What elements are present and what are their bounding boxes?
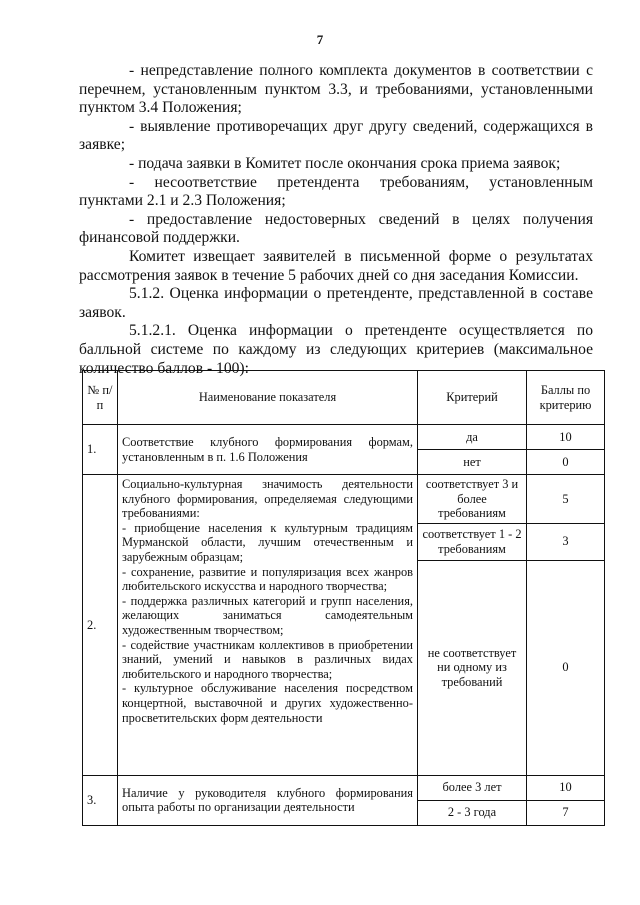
requirement-item: - содействие участникам коллективов в приобретении знаний, умений и навыков в различных видах любительского и народного творчества;: [122, 637, 413, 681]
paragraph-reason-3: - подача заявки в Комитет после окончания срока приема заявок;: [129, 154, 561, 172]
paragraph-reason-1: - непредставление полного комплекта документов в соответствии с перечнем, установленным пунктом 3.3, и требованиями, установленными пунктом 3.4 Положения;: [79, 62, 593, 117]
row-1-criterion-2: нет: [418, 450, 527, 475]
table-row: [83, 775, 605, 800]
paragraph-section-5-1-2: 5.1.2. Оценка информации о претенденте, представленной в составе заявок.: [79, 285, 593, 321]
row-2-name-cell: [118, 475, 418, 776]
paragraph-reason-5: - предоставление недостоверных сведений в целях получения финансовой поддержки.: [79, 210, 593, 247]
row-2-points-2: 3: [527, 523, 605, 560]
header-name: Наименование показателя: [118, 371, 418, 425]
paragraph-section-5-1-2-1: 5.1.2.1. Оценка информации о претенденте осуществляется по балльной системе по каждому из следующих критериев (максимальное количество баллов - 100):: [79, 322, 593, 377]
row-1-num: 1.: [83, 425, 118, 475]
table-row: [83, 475, 605, 524]
requirement-item: - приобщение населения к культурным традициям Мурманской области, лучшим отечественным и зарубежным образцам;: [122, 520, 413, 564]
row-2-points-3: 0: [527, 560, 605, 775]
paragraph-reason-2: - выявление противоречащих друг другу сведений, содержащихся в заявке;: [79, 117, 593, 154]
header-num: № п/п: [83, 371, 118, 425]
row-3-criterion-2: 2 - 3 года: [418, 800, 527, 825]
row-3-points-1: 10: [527, 775, 605, 800]
requirement-item: - поддержка различных категорий и групп населения, желающих заниматься самодеятельным художественным творчеством;: [122, 593, 413, 637]
criteria-table: [82, 370, 605, 826]
row-2-points-1: 5: [527, 475, 605, 524]
row-3-points-2: 7: [527, 800, 605, 825]
row-1-points-2: 0: [527, 450, 605, 475]
row-2-criterion-3: не соответствует ни одному из требований: [418, 560, 527, 775]
row-3-criterion-1: более 3 лет: [418, 775, 527, 800]
paragraph-reason-4: - несоответствие претендента требованиям, установленным пунктами 2.1 и 2.3 Положения;: [79, 173, 593, 210]
table-row: [83, 425, 605, 450]
requirement-item: - сохранение, развитие и популяризация всех жанров любительского искусства и народного творчества;: [122, 564, 413, 594]
row-1-points-1: 10: [527, 425, 605, 450]
page-number: 7: [316, 32, 324, 47]
row-3-num: 3.: [83, 775, 118, 825]
row-2-name: Социально-культурная значимость деятельности клубного формирования, определяемая следующими требованиями:: [122, 477, 413, 521]
row-2-criterion-2: соответствует 1 - 2 требованиям: [418, 523, 527, 560]
row-1-name: Соответствие клубного формирования формам, установленным в п. 1.6 Положения: [118, 425, 418, 475]
row-3-name: Наличие у руководителя клубного формирования опыта работы по организации деятельности: [118, 775, 418, 825]
row-2-num: 2.: [83, 475, 118, 776]
paragraph-notice: Комитет извещает заявителей в письменной форме о результатах рассмотрения заявок в течение 5 рабочих дней со дня заседания Комиссии.: [79, 247, 593, 284]
requirement-item: - культурное обслуживание населения посредством концертной, выставочной и других художественно-просветительских форм деятельности: [122, 681, 413, 725]
header-criterion: Критерий: [418, 371, 527, 425]
header-points: Баллы по критерию: [527, 371, 605, 425]
body-text: [79, 62, 593, 378]
row-1-criterion-1: да: [418, 425, 527, 450]
row-2-criterion-1: соответствует 3 и более требованиям: [418, 475, 527, 524]
table-header-row: [83, 371, 605, 425]
